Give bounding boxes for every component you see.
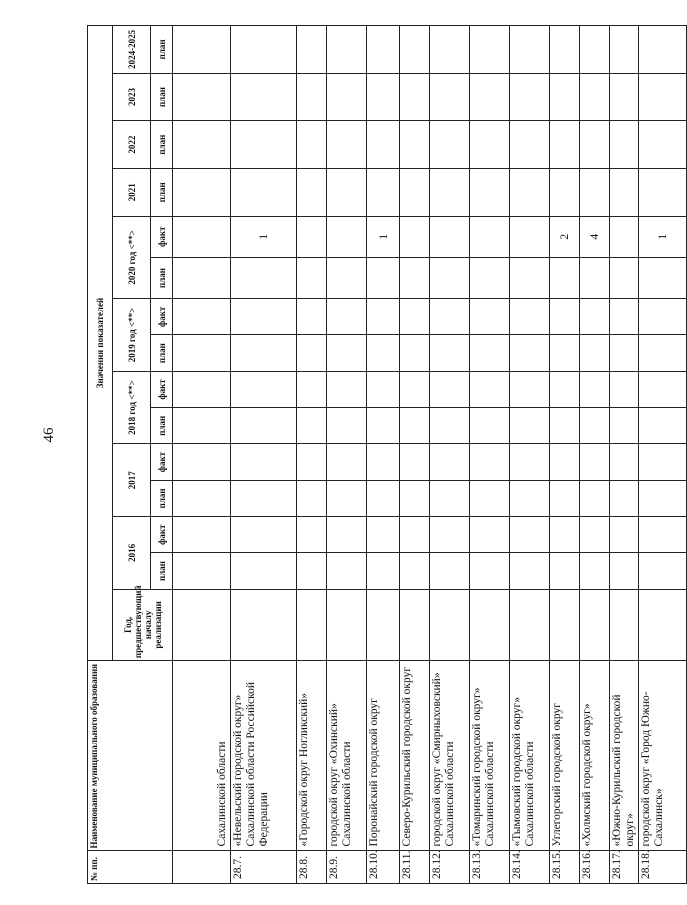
value-cell [580, 480, 610, 516]
header-year-2021: 2021 [113, 168, 151, 216]
table-row [327, 26, 367, 884]
value-cell [510, 121, 550, 169]
value-cell [367, 444, 400, 480]
value-cell [639, 257, 687, 298]
value-cell [231, 168, 297, 216]
value-cell [297, 480, 327, 516]
value-cell [510, 517, 550, 553]
value-cell [367, 589, 400, 660]
header-year-2022: 2022 [113, 121, 151, 169]
value-cell [173, 73, 231, 121]
value-cell [580, 121, 610, 169]
header-plan: план [151, 335, 173, 371]
value-cell [470, 335, 510, 371]
value-cell [327, 121, 367, 169]
value-cell [610, 299, 639, 335]
value-cell [327, 371, 367, 407]
value-cell [297, 335, 327, 371]
value-cell [367, 73, 400, 121]
value-cell [639, 589, 687, 660]
value-cell [400, 335, 430, 371]
value-cell [400, 589, 430, 660]
value-cell [327, 73, 367, 121]
table-row [173, 26, 231, 884]
value-cell [550, 408, 580, 444]
value-cell [430, 589, 470, 660]
value-cell [470, 517, 510, 553]
header-year-2019: 2019 год <**> [113, 299, 151, 372]
municipality-name: городской округ «Город Южно-Сахалинск» [639, 661, 687, 851]
value-cell [639, 517, 687, 553]
value-cell [231, 553, 297, 589]
value-cell [400, 299, 430, 335]
value-cell [550, 553, 580, 589]
value-cell [430, 553, 470, 589]
value-cell [470, 553, 510, 589]
value-cell [639, 26, 687, 74]
table-row [550, 26, 580, 884]
value-cell [173, 257, 231, 298]
value-cell [173, 408, 231, 444]
row-number: 28.10. [367, 851, 400, 884]
value-cell [639, 121, 687, 169]
value-cell [297, 121, 327, 169]
value-2020-fact [400, 216, 430, 257]
value-cell [173, 553, 231, 589]
municipality-name: Сахалинской области [173, 661, 231, 851]
value-cell [430, 335, 470, 371]
header-plan: план [151, 480, 173, 516]
header-values-title: Значения показателей [88, 26, 113, 661]
table-row [297, 26, 327, 884]
value-cell [297, 553, 327, 589]
header-plan: план [151, 408, 173, 444]
value-cell [430, 168, 470, 216]
header-plan: план [151, 168, 173, 216]
value-cell [173, 168, 231, 216]
value-cell [550, 121, 580, 169]
value-2020-fact: 2 [550, 216, 580, 257]
header-base-year: Год, предшествующий началу реализации [113, 589, 173, 660]
value-cell [173, 371, 231, 407]
value-cell [430, 73, 470, 121]
value-cell [580, 168, 610, 216]
value-cell [580, 371, 610, 407]
value-cell [470, 168, 510, 216]
header-year-2017: 2017 [113, 444, 151, 517]
header-year-2020: 2020 год <**> [113, 216, 151, 299]
value-cell [173, 335, 231, 371]
value-cell [231, 480, 297, 516]
value-cell [400, 168, 430, 216]
row-number: 28.9. [327, 851, 367, 884]
header-plan: план [151, 257, 173, 298]
value-cell [639, 168, 687, 216]
value-cell [510, 371, 550, 407]
value-cell [173, 517, 231, 553]
rotated-table-container [87, 25, 669, 884]
value-cell [430, 299, 470, 335]
value-cell [510, 408, 550, 444]
value-cell [231, 299, 297, 335]
value-cell [470, 121, 510, 169]
value-cell [550, 73, 580, 121]
value-cell [327, 480, 367, 516]
value-cell [367, 480, 400, 516]
header-fact: факт [151, 216, 173, 257]
value-cell [400, 257, 430, 298]
municipality-name: «Южно-Курильский городской округ» [610, 661, 639, 851]
value-cell [510, 589, 550, 660]
value-cell [400, 553, 430, 589]
header-plan: план [151, 121, 173, 169]
value-cell [327, 408, 367, 444]
row-number: 28.8. [297, 851, 327, 884]
value-cell [327, 26, 367, 74]
header-year-2018: 2018 год <**> [113, 371, 151, 444]
value-cell [470, 26, 510, 74]
value-cell [510, 553, 550, 589]
value-cell [470, 257, 510, 298]
value-cell [430, 371, 470, 407]
value-cell [580, 26, 610, 74]
value-cell [610, 517, 639, 553]
table-row [610, 26, 639, 884]
value-cell [367, 121, 400, 169]
value-cell [470, 371, 510, 407]
row-number: 28.7. [231, 851, 297, 884]
value-cell [231, 26, 297, 74]
table-row [580, 26, 610, 884]
value-2020-fact: 1 [231, 216, 297, 257]
value-cell [430, 408, 470, 444]
row-number: 28.17. [610, 851, 639, 884]
municipality-name: Углегорский городской округ [550, 661, 580, 851]
indicators-table [87, 25, 687, 884]
table-row [231, 26, 297, 884]
value-cell [580, 257, 610, 298]
value-cell [173, 121, 231, 169]
value-cell [297, 408, 327, 444]
value-cell [550, 517, 580, 553]
table-row [400, 26, 430, 884]
value-cell [550, 589, 580, 660]
value-cell [367, 517, 400, 553]
value-cell [367, 553, 400, 589]
value-2020-fact [430, 216, 470, 257]
value-cell [550, 257, 580, 298]
value-cell [580, 299, 610, 335]
municipality-name: «Холмский городской округ» [580, 661, 610, 851]
value-cell [470, 589, 510, 660]
value-cell [297, 299, 327, 335]
value-cell [550, 299, 580, 335]
value-cell [297, 517, 327, 553]
value-2020-fact [610, 216, 639, 257]
value-cell [173, 444, 231, 480]
value-cell [367, 257, 400, 298]
municipality-name: Северо-Курильский городской округ [400, 661, 430, 851]
value-cell [367, 371, 400, 407]
value-cell [297, 168, 327, 216]
value-cell [470, 480, 510, 516]
value-cell [610, 408, 639, 444]
value-cell [580, 517, 610, 553]
value-cell [510, 299, 550, 335]
value-cell [580, 73, 610, 121]
value-cell [580, 553, 610, 589]
value-cell [367, 168, 400, 216]
value-cell [580, 444, 610, 480]
row-number: 28.11. [400, 851, 430, 884]
value-cell [231, 121, 297, 169]
municipality-name: «Невельский городской округ» Сахалинской области Российской Федерации [231, 661, 297, 851]
value-2020-fact [327, 216, 367, 257]
value-cell [550, 26, 580, 74]
value-cell [327, 299, 367, 335]
row-number: 28.13. [470, 851, 510, 884]
value-cell [550, 335, 580, 371]
header-year-2023: 2023 [113, 73, 151, 121]
value-2020-fact [173, 216, 231, 257]
value-cell [173, 480, 231, 516]
value-cell [470, 408, 510, 444]
value-cell [297, 73, 327, 121]
value-cell [550, 168, 580, 216]
value-cell [231, 371, 297, 407]
value-cell [173, 589, 231, 660]
value-cell [610, 73, 639, 121]
value-cell [610, 26, 639, 74]
value-cell [610, 121, 639, 169]
value-cell [430, 517, 470, 553]
value-cell [430, 257, 470, 298]
value-cell [510, 335, 550, 371]
value-cell [639, 408, 687, 444]
value-cell [367, 335, 400, 371]
table-row [367, 26, 400, 884]
value-cell [367, 26, 400, 74]
value-cell [639, 335, 687, 371]
value-cell [327, 444, 367, 480]
value-cell [327, 257, 367, 298]
value-cell [510, 168, 550, 216]
value-cell [367, 299, 400, 335]
header-fact: факт [151, 444, 173, 480]
value-2020-fact [510, 216, 550, 257]
header-plan: план [151, 553, 173, 589]
municipality-name: «Тымовский городской округ» Сахалинской области [510, 661, 550, 851]
municipality-name: Поронайский городской округ [367, 661, 400, 851]
value-2020-fact [470, 216, 510, 257]
value-cell [297, 589, 327, 660]
value-2020-fact: 1 [639, 216, 687, 257]
value-2020-fact: 4 [580, 216, 610, 257]
header-plan: план [151, 26, 173, 74]
value-cell [550, 371, 580, 407]
value-cell [470, 444, 510, 480]
value-cell [400, 73, 430, 121]
header-number: № пп. [88, 851, 173, 884]
value-cell [430, 444, 470, 480]
value-cell [231, 444, 297, 480]
table-row [430, 26, 470, 884]
value-cell [580, 335, 610, 371]
value-cell [610, 371, 639, 407]
value-cell [610, 553, 639, 589]
header-municipality: Наименование муниципального образования [88, 661, 173, 851]
value-cell [550, 444, 580, 480]
value-cell [297, 257, 327, 298]
value-cell [550, 480, 580, 516]
value-cell [510, 480, 550, 516]
value-cell [231, 408, 297, 444]
row-number: 28.12. [430, 851, 470, 884]
value-cell [430, 26, 470, 74]
header-year-2024-2025: 2024-2025 [113, 26, 151, 74]
value-cell [231, 257, 297, 298]
value-cell [173, 26, 231, 74]
value-cell [400, 480, 430, 516]
table-row [639, 26, 687, 884]
value-cell [639, 480, 687, 516]
header-fact: факт [151, 371, 173, 407]
municipality-name: городской округ «Охинский» Сахалинской области [327, 661, 367, 851]
value-cell [610, 168, 639, 216]
value-cell [639, 553, 687, 589]
row-number: 28.18. [639, 851, 687, 884]
value-cell [400, 26, 430, 74]
header-fact: факт [151, 517, 173, 553]
value-cell [639, 73, 687, 121]
value-cell [639, 371, 687, 407]
value-cell [580, 589, 610, 660]
header-year-2016: 2016 [113, 517, 151, 590]
value-cell [327, 335, 367, 371]
value-cell [400, 371, 430, 407]
value-cell [400, 517, 430, 553]
value-cell [470, 299, 510, 335]
value-cell [297, 26, 327, 74]
value-cell [580, 408, 610, 444]
value-cell [327, 168, 367, 216]
header-fact: факт [151, 299, 173, 335]
value-cell [510, 26, 550, 74]
value-cell [327, 517, 367, 553]
value-cell [297, 444, 327, 480]
value-cell [610, 444, 639, 480]
value-cell [231, 335, 297, 371]
value-cell [510, 257, 550, 298]
value-cell [327, 553, 367, 589]
value-cell [231, 517, 297, 553]
value-cell [400, 444, 430, 480]
municipality-name: городской округ «Смирныховский» Сахалинской области [430, 661, 470, 851]
header-plan: план [151, 73, 173, 121]
value-cell [610, 480, 639, 516]
row-number: 28.15. [550, 851, 580, 884]
value-cell [610, 589, 639, 660]
municipality-name: «Томаринский городской округ» Сахалинской области [470, 661, 510, 851]
value-cell [470, 73, 510, 121]
value-cell [231, 589, 297, 660]
value-cell [297, 371, 327, 407]
table-row [470, 26, 510, 884]
value-cell [510, 444, 550, 480]
row-number: 28.14. [510, 851, 550, 884]
value-2020-fact [297, 216, 327, 257]
value-cell [610, 257, 639, 298]
value-cell [367, 408, 400, 444]
table-row [510, 26, 550, 884]
value-2020-fact: 1 [367, 216, 400, 257]
value-cell [639, 444, 687, 480]
value-cell [173, 299, 231, 335]
value-cell [400, 121, 430, 169]
value-cell [400, 408, 430, 444]
page-number: 46 [41, 427, 57, 443]
value-cell [231, 73, 297, 121]
value-cell [610, 335, 639, 371]
value-cell [510, 73, 550, 121]
value-cell [327, 589, 367, 660]
row-number: 28.16. [580, 851, 610, 884]
value-cell [639, 299, 687, 335]
value-cell [430, 480, 470, 516]
value-cell [430, 121, 470, 169]
municipality-name: «Городской округ Ногликский» [297, 661, 327, 851]
row-number [173, 851, 231, 884]
